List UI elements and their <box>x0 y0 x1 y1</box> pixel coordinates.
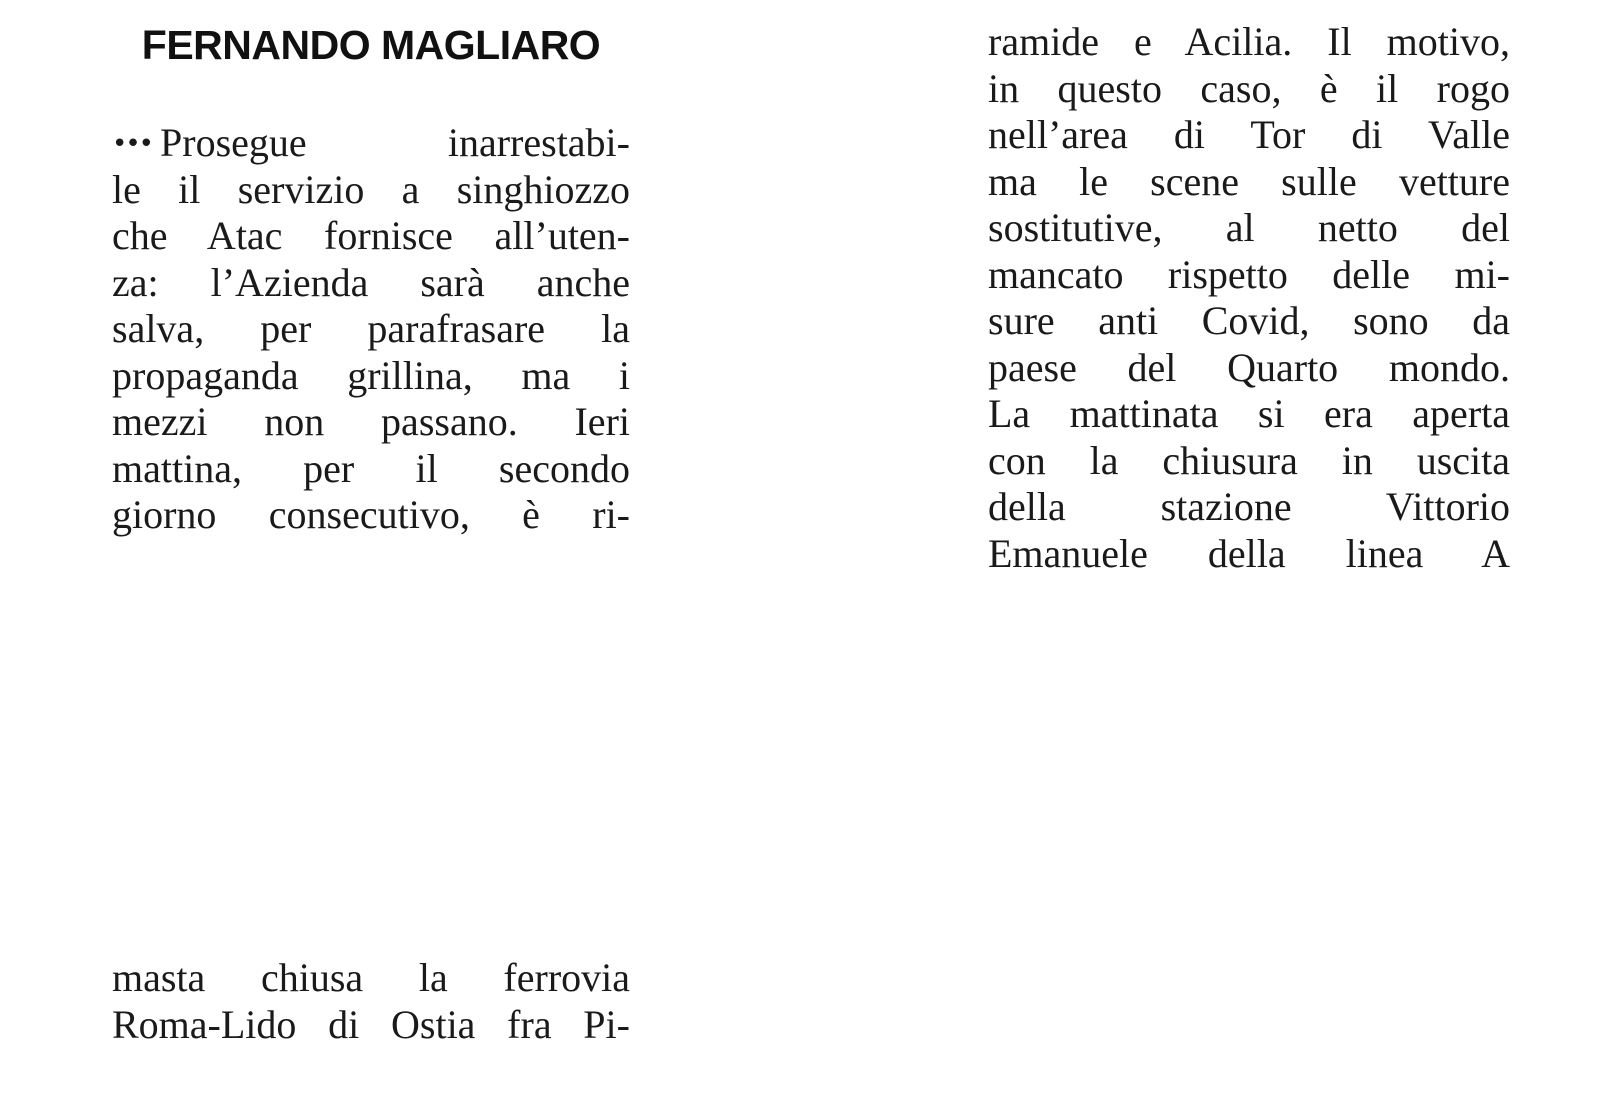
text-line: masta chiusa la ferrovia <box>112 955 630 1000</box>
text-line: in questo caso, è il rogo <box>988 65 1510 111</box>
text-line: ramide e Acilia. Il motivo, <box>988 19 1510 64</box>
text-line: propaganda grillina, ma i <box>112 352 630 398</box>
text-line: con la chiusura in uscita <box>988 437 1510 483</box>
text-line-content: Prosegue inarrestabi- <box>160 120 630 165</box>
text-line <box>112 120 630 167</box>
text-line: mancato rispetto delle mi- <box>988 251 1510 297</box>
text-line: La mattinata si era aperta <box>988 391 1510 436</box>
text-line: Emanuele della linea A <box>988 530 1510 576</box>
text-line: sure anti Covid, sono da <box>988 298 1510 343</box>
text-line: salva, per parafrasare la <box>112 306 630 351</box>
text-line: giorno consecutivo, è ri- <box>112 492 630 537</box>
article-column-left-bottom <box>112 955 630 1048</box>
text-line: sostitutive, al netto del <box>988 205 1510 250</box>
text-line: za: l’Azienda sarà anche <box>112 259 630 305</box>
bullet-marker: ••• <box>112 129 153 159</box>
text-line: paese del Quarto mondo. <box>988 344 1510 390</box>
article-column-left-top <box>112 120 630 539</box>
text-line: ma le scene sulle vetture <box>988 158 1510 204</box>
text-line: mezzi non passano. Ieri <box>112 399 630 444</box>
author-byline: FERNANDO MAGLIARO <box>141 22 601 68</box>
text-line: che Atac fornisce all’uten- <box>112 213 630 258</box>
article-column-right <box>988 19 1510 577</box>
text-line: della stazione Vittorio <box>988 484 1510 529</box>
text-line: nell’area di Tor di Valle <box>988 112 1510 157</box>
text-line: Roma-Lido di Ostia fra Pi- <box>112 1001 630 1047</box>
text-line: le il servizio a singhiozzo <box>112 166 630 212</box>
text-line: mattina, per il secondo <box>112 445 630 491</box>
